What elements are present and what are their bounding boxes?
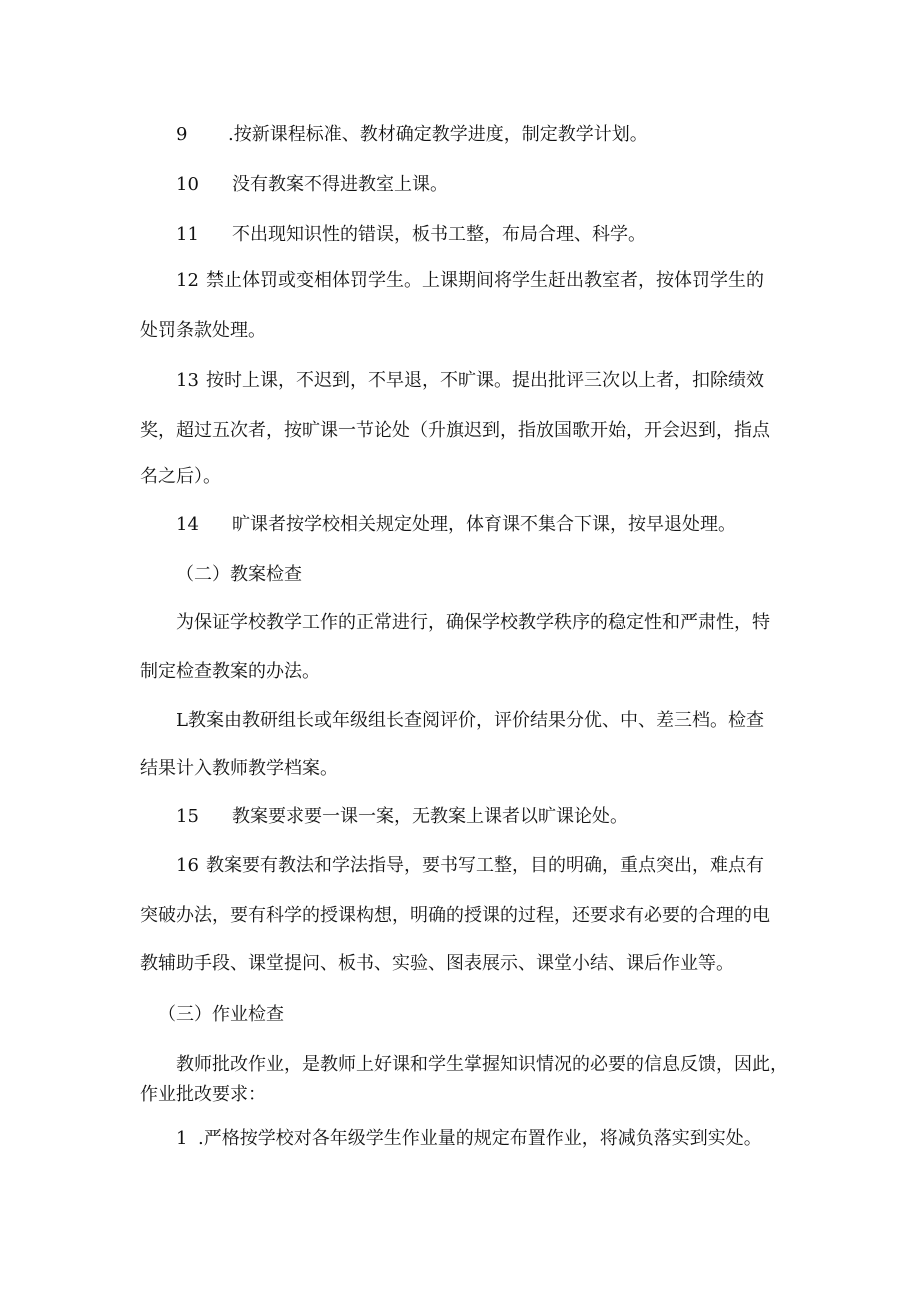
section-3-intro-line-2: 作业批改要求： xyxy=(140,1084,266,1105)
item-number: 1 xyxy=(176,1128,188,1149)
section-2-para-l-line-2: 结果计入教师教学档案。 xyxy=(140,758,338,779)
item-11 xyxy=(176,223,646,247)
item-text: 教案要求要一课一案，无教案上课者以旷课论处。 xyxy=(232,806,628,827)
item-text: 处罚条款处理。 xyxy=(140,320,266,341)
item-16-line-1 xyxy=(176,854,764,878)
item-13-line-3 xyxy=(140,465,221,489)
section-2-heading: （二）教案检查 xyxy=(176,564,302,585)
item-14 xyxy=(176,513,736,537)
item-text: 旷课者按学校相关规定处理，体育课不集合下课，按早退处理。 xyxy=(232,514,736,535)
item-number: 14 xyxy=(176,514,199,535)
item-15 xyxy=(176,805,628,829)
item-number: 12 xyxy=(176,270,199,291)
item-10 xyxy=(176,173,448,197)
item-number: 13 xyxy=(176,370,199,391)
item-1 xyxy=(176,1127,762,1151)
section-2-intro-line-2: 制定检查教案的办法。 xyxy=(140,661,320,682)
section-3-heading: （三）作业检查 xyxy=(158,1004,284,1025)
item-13-line-1 xyxy=(176,369,764,393)
item-number: 15 xyxy=(176,806,199,827)
item-text: 不出现知识性的错误，板书工整，布局合理、科学。 xyxy=(232,224,646,245)
item-16-line-3: 教辅助手段、课堂提问、板书、实验、图表展示、课堂小结、课后作业等。 xyxy=(140,953,734,974)
item-number: 10 xyxy=(176,174,199,195)
item-text: 禁止体罚或变相体罚学生。上课期间将学生赶出教室者，按体罚学生的 xyxy=(206,270,764,291)
item-9 xyxy=(176,123,648,147)
item-text: 没有教案不得进教室上课。 xyxy=(232,174,448,195)
item-text: .按新课程标准、教材确定教学进度，制定教学计划。 xyxy=(228,124,648,145)
item-12-line-1 xyxy=(176,269,764,293)
item-text: 教案要有教法和学法指导，要书写工整，目的明确，重点突出，难点有 xyxy=(206,855,764,876)
item-text: 名之后）。 xyxy=(140,466,221,487)
item-text: 按时上课，不迟到，不早退，不旷课。提出批评三次以上者，扣除绩效 xyxy=(206,370,764,391)
item-12-line-2 xyxy=(140,319,266,343)
section-3-intro-line-1: 教师批改作业，是教师上好课和学生掌握知识情况的必要的信息反馈，因此， xyxy=(176,1054,788,1075)
item-16-line-2: 突破办法，要有科学的授课构想，明确的授课的过程，还要求有必要的合理的电 xyxy=(140,905,770,926)
item-number: 9 xyxy=(176,124,188,145)
section-2-intro-line-1: 为保证学校教学工作的正常进行，确保学校教学秩序的稳定性和严肃性，特 xyxy=(176,612,770,633)
item-number: 16 xyxy=(176,855,199,876)
item-text: .严格按学校对各年级学生作业量的规定布置作业，将减负落实到实处。 xyxy=(198,1128,762,1149)
item-number: 11 xyxy=(176,224,199,245)
section-2-para-l-line-1: L教案由教研组长或年级组长查阅评价，评价结果分优、中、差三档。检查 xyxy=(176,710,764,731)
item-text: 奖，超过五次者，按旷课一节论处（升旗迟到，指放国歌开始，开会迟到，指点 xyxy=(140,420,770,441)
item-13-line-2 xyxy=(140,419,770,443)
